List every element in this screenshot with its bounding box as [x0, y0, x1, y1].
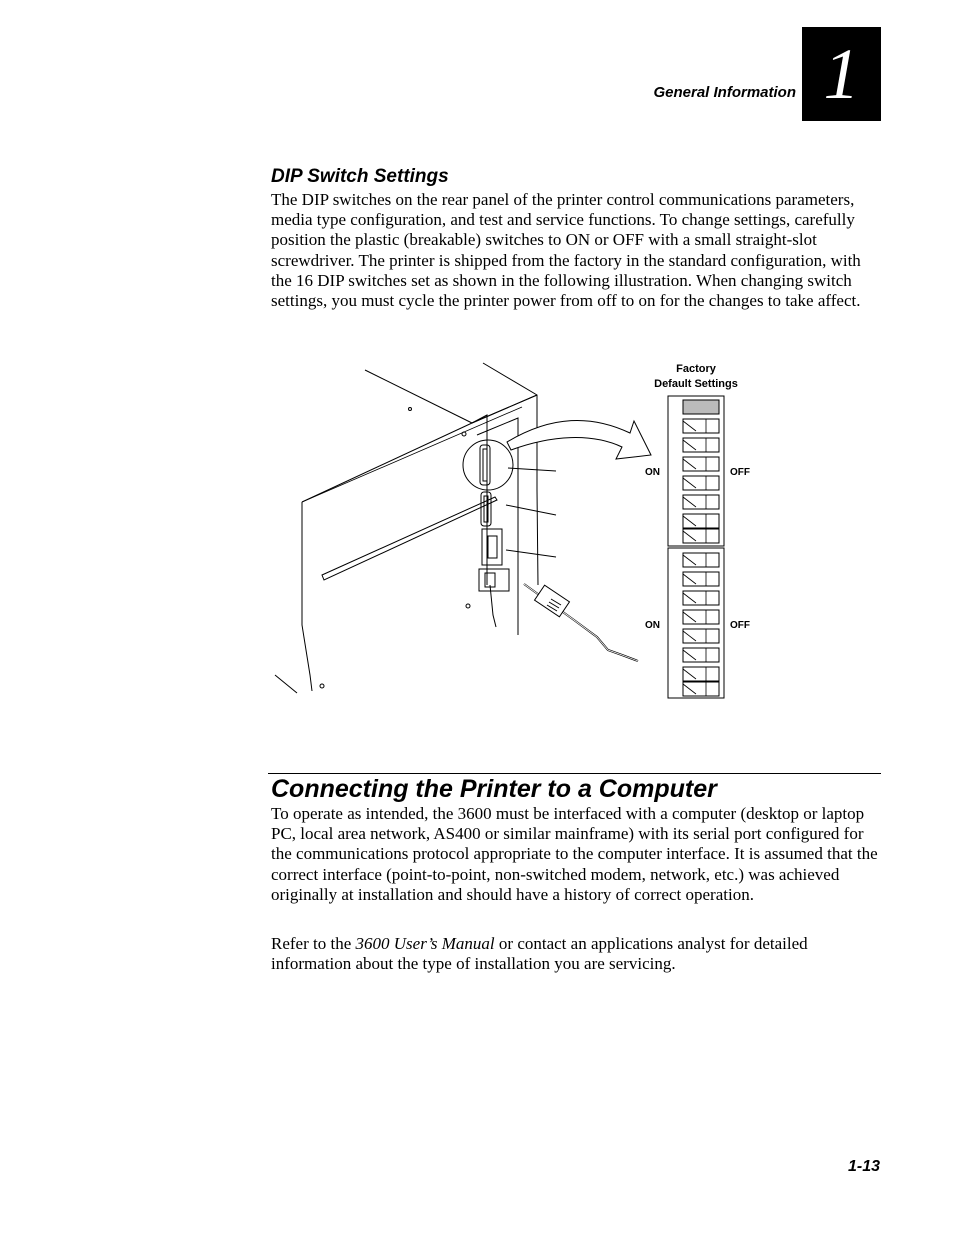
chapter-number-tab: 1	[802, 27, 881, 121]
dip-switch-heading: DIP Switch Settings	[271, 166, 449, 187]
para2-text-before: Refer to the	[271, 934, 356, 953]
bank1-off-label: OFF	[730, 467, 750, 478]
factory-caption-line2: Default Settings	[654, 378, 738, 390]
bank2-on-label: ON	[645, 620, 660, 631]
manual-title-reference: 3600 User’s Manual	[355, 934, 495, 953]
para2-text-after: or contact an applications analyst for detailed information about the type of installation you are servicing.	[271, 934, 808, 974]
connecting-paragraph-1: To operate as intended, the 3600 must be interfaced with a computer (desktop or laptop PC, local area network, AS400 or similar mainframe) with its serial port configured for the communications protocol appropriate to the computer interface. It is assumed that the correct interface (point-to-point, non-switched modem, network, etc.) was achieved originally at installation and should have a history of correct operation.	[271, 804, 878, 904]
page-number: 1-13	[847, 1158, 880, 1175]
bank2-off-label: OFF	[730, 620, 750, 631]
printer-rear-panel-figure	[262, 355, 762, 705]
bank1-on-label: ON	[645, 467, 660, 478]
dip-switch-body: The DIP switches on the rear panel of the printer control communications parameters, media type configuration, and test and service functions. To change settings, carefully position the plastic (breakable) switches to ON or OFF with a small straight-slot screwdriver. The printer is shipped from the factory in the standard configuration, with the 16 DIP switches set as shown in the following illustration. When changing switch settings, you must cycle the printer power from off to on for the changes to take affect.	[271, 190, 861, 311]
connecting-paragraph-2	[271, 934, 879, 974]
running-header-title: General Information	[653, 84, 796, 101]
section-rule	[268, 773, 881, 774]
factory-caption-line1: Factory	[676, 363, 716, 375]
connecting-heading: Connecting the Printer to a Computer	[271, 775, 717, 803]
